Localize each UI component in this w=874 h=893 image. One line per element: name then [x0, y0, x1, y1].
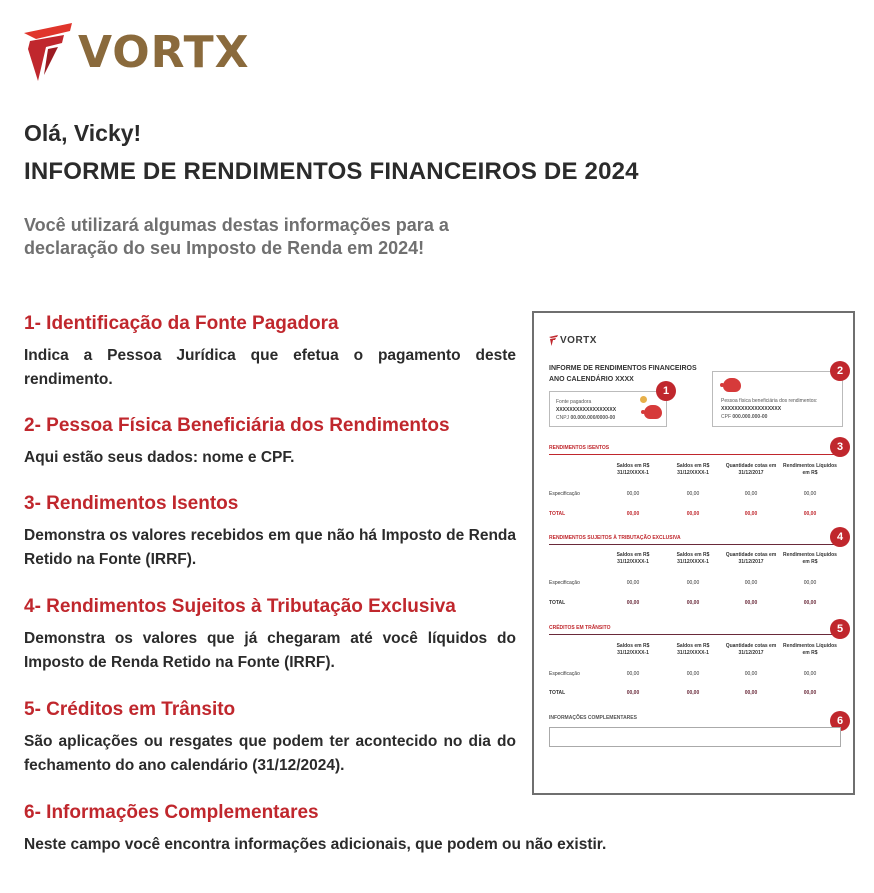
- table-cell: 00,00: [803, 600, 817, 606]
- fonte-name: XXXXXXXXXXXXXXXXXX: [556, 407, 617, 413]
- table-cell: 00,00: [626, 511, 640, 517]
- greeting: Olá, Vicky!: [24, 120, 142, 146]
- table-header-cell: Rendimentos Líquidos em R$: [783, 463, 837, 476]
- doc-title-line: ANO CALENDÁRIO XXXX: [549, 376, 634, 383]
- fonte-id-label: CNPJ: [556, 415, 570, 421]
- badge-5: 5: [830, 619, 850, 639]
- table-cell: 00,00: [803, 671, 817, 677]
- doc-section-title: RENDIMENTOS ISENTOS: [549, 445, 610, 451]
- section-heading: 1- Identificação da Fonte Pagadora: [24, 313, 339, 334]
- piggy-bank-icon: [644, 405, 662, 419]
- vortx-logo-text: VORTX: [78, 26, 250, 78]
- table-cell: Especificação: [549, 491, 580, 497]
- table-cell: 00,00: [744, 511, 758, 517]
- table-cell: 00,00: [744, 580, 758, 586]
- pessoa-id-label: CPF: [721, 414, 731, 420]
- doc-logo: [549, 335, 597, 346]
- fonte-pagadora-box: [549, 391, 667, 427]
- pessoa-id-row: [721, 414, 767, 420]
- fonte-id-row: [556, 415, 615, 421]
- table-header-cell: Saldos em R$ 31/12/XXXX-1: [676, 463, 710, 476]
- table-cell: TOTAL: [549, 511, 566, 517]
- table-cell: 00,00: [686, 511, 700, 517]
- table-cell: 00,00: [803, 690, 817, 696]
- doc-logo-text: VORTX: [560, 335, 597, 346]
- fonte-label: Fonte pagadora: [556, 399, 592, 405]
- table-header-cell: Saldos em R$ 31/12/XXXX-1: [676, 643, 710, 656]
- intro-text: Você utilizará algumas destas informações para a declaração do seu Imposto de Renda em 2024!: [24, 215, 449, 258]
- table-cell: TOTAL: [549, 600, 566, 606]
- table-cell: 00,00: [803, 491, 817, 497]
- table-header-row: [549, 643, 839, 657]
- table-cell: Especificação: [549, 580, 580, 586]
- table-cell: 00,00: [686, 600, 700, 606]
- coin-icon: [640, 396, 647, 403]
- section-text: São aplicações ou resgates que podem ter acontecido no dia do fechamento do ano calendário (31/12/2024).: [24, 733, 516, 774]
- pessoa-name: XXXXXXXXXXXXXXXXXX: [721, 406, 782, 412]
- section-heading: 3- Rendimentos Isentos: [24, 493, 239, 514]
- table-cell: 00,00: [686, 671, 700, 677]
- doc-section-title: CRÉDITOS EM TRÂNSITO: [549, 625, 611, 631]
- pessoa-id: 000.000.000-00: [732, 414, 768, 420]
- table-header-cell: Rendimentos Líquidos em R$: [783, 552, 837, 565]
- table-cell: 00,00: [744, 491, 758, 497]
- fonte-id: 00.000.000/0000-00: [570, 415, 616, 421]
- table-header-cell: Quantidade cotas em 31/12/2017: [725, 463, 777, 476]
- doc-complementares-title: INFORMAÇÕES COMPLEMENTARES: [549, 715, 637, 721]
- section-text: Indica a Pessoa Jurídica que efetua o pagamento deste rendimento.: [24, 347, 516, 388]
- table-header-cell: Rendimentos Líquidos em R$: [783, 643, 837, 656]
- doc-section-divider: [549, 634, 839, 635]
- badge-1: 1: [656, 381, 676, 401]
- section-text: Aqui estão seus dados: nome e CPF.: [24, 449, 295, 466]
- doc-section-divider: [549, 454, 839, 455]
- table-cell: TOTAL: [549, 690, 566, 696]
- table-row: [549, 580, 839, 594]
- table-cell: 00,00: [626, 690, 640, 696]
- table-header-cell: Saldos em R$ 31/12/XXXX-1: [616, 463, 650, 476]
- section-fonte-pagadora: [24, 312, 516, 392]
- table-header-cell: Quantidade cotas em 31/12/2017: [725, 643, 777, 656]
- table-header-cell: Saldos em R$ 31/12/XXXX-1: [616, 552, 650, 565]
- table-cell: 00,00: [803, 580, 817, 586]
- pessoa-label: Pessoa física beneficiária dos rendimentos:: [721, 398, 818, 404]
- section-pessoa-fisica: [24, 414, 516, 470]
- vortx-logo: [24, 22, 250, 82]
- table-header-cell: Saldos em R$ 31/12/XXXX-1: [676, 552, 710, 565]
- doc-title-line: INFORME DE RENDIMENTOS FINANCEIROS: [549, 365, 697, 372]
- section-heading: 4- Rendimentos Sujeitos à Tributação Exclusiva: [24, 596, 456, 617]
- badge-6: 6: [830, 711, 850, 731]
- table-cell: 00,00: [686, 580, 700, 586]
- doc-section-divider: [549, 544, 839, 545]
- table-cell: 00,00: [744, 600, 758, 606]
- table-cell: 00,00: [626, 671, 640, 677]
- badge-3: 3: [830, 437, 850, 457]
- table-header-row: [549, 552, 839, 566]
- table-header-row: [549, 463, 839, 477]
- table-cell: 00,00: [626, 580, 640, 586]
- table-cell: Especificação: [549, 671, 580, 677]
- section-heading: 5- Créditos em Trânsito: [24, 699, 236, 720]
- section-heading: 6- Informações Complementares: [24, 802, 319, 823]
- table-cell: 00,00: [803, 511, 817, 517]
- section-text: Demonstra os valores recebidos em que não há Imposto de Renda Retido na Fonte (IRRF).: [24, 527, 516, 568]
- table-row: [549, 671, 839, 685]
- pessoa-fisica-box: [712, 371, 843, 427]
- doc-title: [549, 363, 719, 385]
- vortx-logo-mark-icon: [24, 23, 74, 81]
- table-header-cell: Saldos em R$ 31/12/XXXX-1: [616, 643, 650, 656]
- page-title: INFORME DE RENDIMENTOS FINANCEIROS DE 2024: [24, 158, 639, 185]
- table-total-row: [549, 690, 839, 704]
- section-heading: 2- Pessoa Física Beneficiária dos Rendimentos: [24, 415, 450, 436]
- table-cell: 00,00: [626, 491, 640, 497]
- vortx-small-mark-icon: [549, 335, 558, 346]
- section-tributacao-exclusiva: [24, 595, 516, 675]
- informe-document-preview: [532, 311, 855, 795]
- table-cell: 00,00: [744, 690, 758, 696]
- doc-complementares-box: [549, 727, 841, 747]
- table-total-row: [549, 511, 839, 525]
- table-row: [549, 491, 839, 505]
- piggy-bank-icon: [723, 378, 741, 392]
- section-text: Demonstra os valores que já chegaram até você líquidos do Imposto de Renda Retido na Fonte (IRRF).: [24, 630, 516, 671]
- table-cell: 00,00: [686, 690, 700, 696]
- badge-2: 2: [830, 361, 850, 381]
- section-informacoes-complementares: [24, 801, 664, 857]
- table-cell: 00,00: [744, 671, 758, 677]
- table-cell: 00,00: [626, 600, 640, 606]
- doc-section-title: RENDIMENTOS SUJEITOS À TRIBUTAÇÃO EXCLUSIVA: [549, 535, 681, 541]
- table-total-row: [549, 600, 839, 614]
- table-header-cell: Quantidade cotas em 31/12/2017: [725, 552, 777, 565]
- section-text: Neste campo você encontra informações adicionais, que podem ou não existir.: [24, 836, 607, 853]
- badge-4: 4: [830, 527, 850, 547]
- section-creditos-transito: [24, 698, 516, 778]
- section-rendimentos-isentos: [24, 492, 516, 572]
- table-cell: 00,00: [686, 491, 700, 497]
